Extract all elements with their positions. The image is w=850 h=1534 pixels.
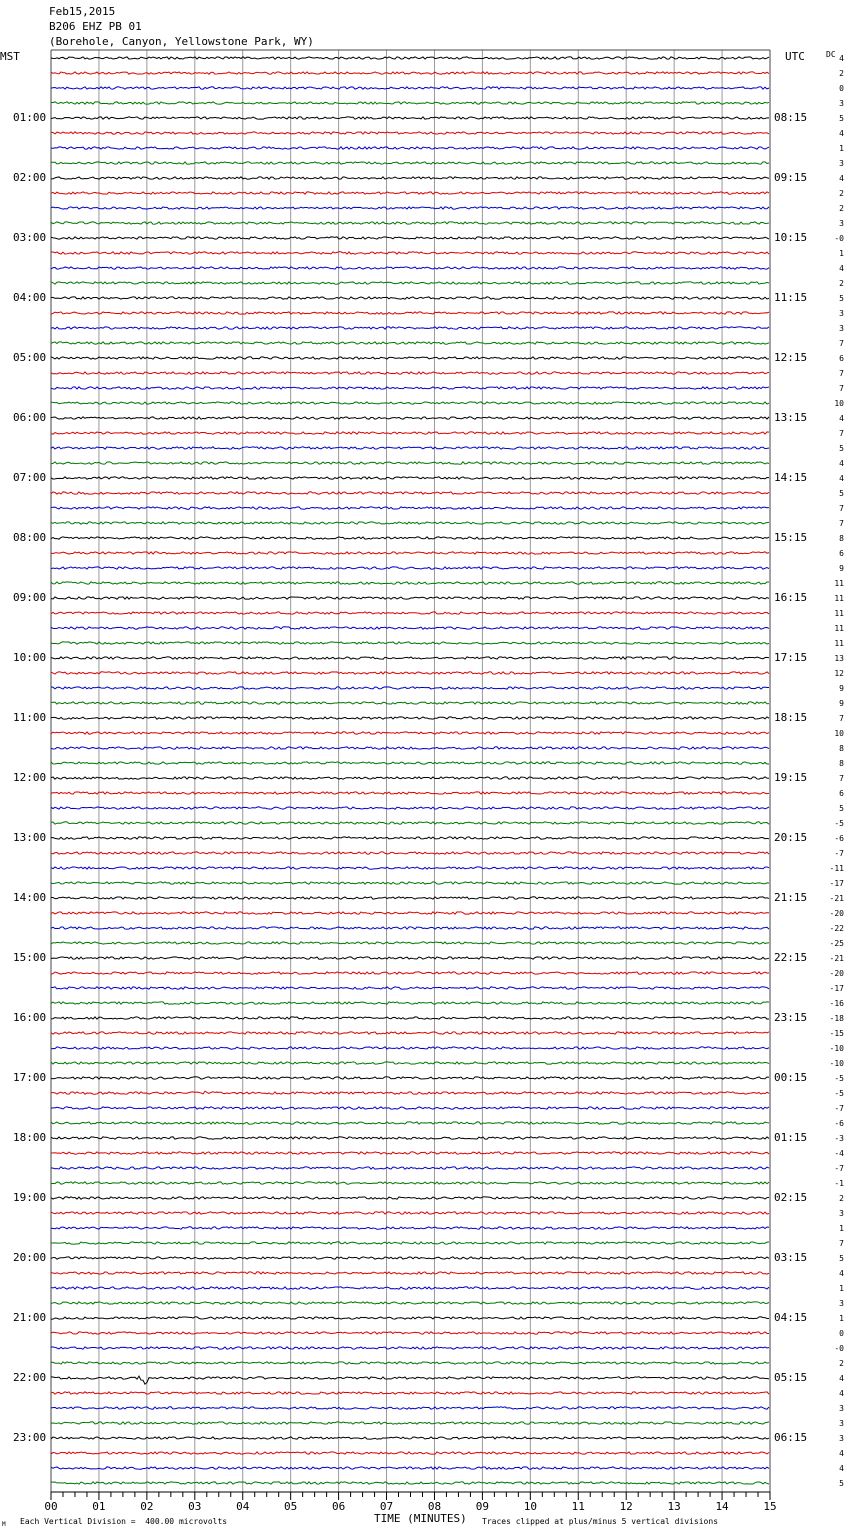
left-hour-label: 15:00 [13, 951, 47, 964]
seismic-trace [51, 882, 769, 884]
right-timezone-label: UTC [785, 50, 805, 63]
x-tick-label: 08 [427, 1500, 442, 1513]
dc-offset-value: -10 [829, 1059, 844, 1068]
seismic-trace [51, 1091, 769, 1094]
seismic-trace [51, 147, 769, 149]
left-hour-label: 02:00 [13, 171, 47, 184]
right-hour-label: 06:15 [774, 1431, 808, 1444]
x-tick-label: 09 [475, 1500, 490, 1513]
dc-offset-value: 1 [839, 1284, 844, 1293]
dc-offset-value: 7 [839, 774, 844, 783]
dc-offset-value: 11 [834, 594, 844, 603]
seismic-trace [51, 582, 769, 584]
dc-offset-value: 11 [834, 609, 844, 618]
dc-offset-value: 2 [839, 1194, 844, 1203]
dc-offset-value: -0 [834, 1344, 844, 1353]
dc-offset-value: 7 [839, 714, 844, 723]
dc-offset-value: 4 [839, 1449, 844, 1458]
dc-offset-value: -4 [834, 1149, 844, 1158]
seismic-trace [51, 777, 769, 779]
seismic-trace [51, 1212, 769, 1214]
seismic-trace [51, 1287, 769, 1289]
seismic-trace [51, 1137, 769, 1139]
seismic-trace [51, 1407, 769, 1409]
dc-offset-value: 3 [839, 1434, 844, 1443]
x-tick-label: 13 [667, 1500, 681, 1513]
seismic-trace [51, 702, 769, 704]
seismic-trace [51, 1317, 769, 1319]
dc-offset-value: 5 [839, 114, 844, 123]
left-hour-label: 14:00 [13, 891, 47, 904]
dc-offset-value: -0 [834, 234, 844, 243]
left-hour-label: 06:00 [13, 411, 47, 424]
seismic-trace [51, 1362, 769, 1364]
right-hour-label: 11:15 [774, 291, 808, 304]
x-axis-title: TIME (MINUTES) [374, 1512, 467, 1525]
right-hour-label: 17:15 [774, 651, 808, 664]
seismic-trace [51, 1152, 769, 1154]
seismic-trace [51, 1467, 769, 1469]
seismic-trace [51, 612, 769, 614]
left-hour-label: 18:00 [13, 1131, 47, 1144]
dc-offset-value: 8 [839, 759, 844, 768]
left-hour-label: 05:00 [13, 351, 47, 364]
left-hour-label: 01:00 [13, 111, 47, 124]
seismic-trace [51, 732, 769, 734]
seismic-trace [51, 1062, 769, 1064]
left-hour-label: 20:00 [13, 1251, 47, 1264]
seismic-trace [51, 1376, 769, 1384]
seismic-trace [51, 177, 769, 179]
seismic-trace [51, 537, 769, 539]
right-hour-label: 18:15 [774, 711, 808, 724]
seismic-trace [51, 747, 769, 749]
x-tick-label: 10 [523, 1500, 537, 1513]
seismic-trace [51, 672, 769, 674]
seismic-trace [51, 207, 769, 209]
seismic-trace [51, 522, 769, 524]
dc-offset-value: 7 [839, 429, 844, 438]
seismic-trace [51, 447, 769, 449]
seismic-trace [51, 762, 769, 764]
seismic-trace [51, 132, 769, 134]
right-hour-label: 22:15 [774, 951, 808, 964]
seismic-trace [51, 507, 769, 509]
x-tick-label: 14 [715, 1500, 729, 1513]
seismic-trace [51, 1047, 769, 1049]
dc-offset-value: -17 [829, 879, 844, 888]
dc-offset-value: 7 [839, 384, 844, 393]
seismic-trace [51, 1272, 769, 1274]
seismic-trace [51, 792, 769, 794]
seismic-trace [51, 162, 769, 164]
dc-offset-value: 5 [839, 1479, 844, 1488]
dc-offset-value: -11 [829, 864, 844, 873]
dc-offset-value: 11 [834, 579, 844, 588]
seismic-trace [51, 867, 769, 869]
seismic-trace [51, 1437, 769, 1439]
dc-offset-value: 4 [839, 459, 844, 468]
dc-offset-value: 3 [839, 219, 844, 228]
left-hour-label: 04:00 [13, 291, 47, 304]
seismic-trace [51, 987, 769, 989]
dc-offset-value: 6 [839, 354, 844, 363]
x-tick-label: 05 [284, 1500, 298, 1513]
dc-offset-value: 9 [839, 699, 844, 708]
dc-offset-value: 2 [839, 204, 844, 213]
dc-offset-value: 4 [839, 264, 844, 273]
seismic-trace [51, 1107, 769, 1109]
seismic-trace [51, 552, 769, 554]
dc-offset-value: 9 [839, 684, 844, 693]
seismic-trace [51, 1002, 769, 1004]
left-hour-label: 08:00 [13, 531, 47, 544]
right-hour-label: 04:15 [774, 1311, 808, 1324]
seismic-trace [51, 372, 769, 374]
dc-offset-value: -18 [829, 1014, 844, 1023]
right-hour-label: 00:15 [774, 1071, 808, 1084]
seismic-trace [51, 942, 769, 944]
x-tick-label: 11 [571, 1500, 585, 1513]
seismic-trace [51, 852, 769, 854]
seismic-trace [51, 1257, 769, 1259]
dc-offset-value: 3 [839, 99, 844, 108]
dc-offset-value: 1 [839, 144, 844, 153]
seismic-trace [51, 462, 769, 464]
dc-offset-value: 3 [839, 1299, 844, 1308]
right-hour-label: 05:15 [774, 1371, 808, 1384]
x-tick-label: 01 [92, 1500, 106, 1513]
right-hour-label: 01:15 [774, 1131, 808, 1144]
seismic-trace [51, 192, 769, 194]
x-tick-label: 12 [619, 1500, 633, 1513]
left-hour-label: 03:00 [13, 231, 47, 244]
dc-offset-value: 5 [839, 489, 844, 498]
footer-mark: M [2, 1521, 6, 1528]
dc-offset-value: 11 [834, 639, 844, 648]
seismic-trace [51, 432, 769, 434]
seismic-trace [51, 1452, 769, 1454]
station-location: (Borehole, Canyon, Yellowstone Park, WY) [49, 35, 314, 48]
right-hour-label: 10:15 [774, 231, 808, 244]
left-hour-label: 12:00 [13, 771, 47, 784]
dc-offset-value: 1 [839, 1224, 844, 1233]
dc-offset-value: 1 [839, 249, 844, 258]
dc-offset-value: 4 [839, 174, 844, 183]
seismic-trace [51, 687, 769, 689]
clip-note: Traces clipped at plus/minus 5 vertical divisions [482, 1517, 719, 1526]
left-hour-label: 17:00 [13, 1071, 47, 1084]
scale-note: Each Vertical Division = 400.00 microvolts [20, 1517, 228, 1526]
dc-offset-value: 3 [839, 1419, 844, 1428]
seismic-trace [51, 477, 769, 479]
seismic-trace [51, 387, 769, 389]
dc-offset-value: 5 [839, 804, 844, 813]
dc-offset-value: 2 [839, 189, 844, 198]
dc-offset-value: -5 [834, 1089, 844, 1098]
x-tick-label: 03 [188, 1500, 202, 1513]
seismic-trace [51, 627, 769, 629]
right-hour-label: 21:15 [774, 891, 808, 904]
dc-offset-value: 4 [839, 129, 844, 138]
right-hour-label: 23:15 [774, 1011, 808, 1024]
dc-offset-value: 4 [839, 1389, 844, 1398]
dc-offset-value: 6 [839, 789, 844, 798]
dc-offset-value: -15 [829, 1029, 844, 1038]
left-hour-label: 16:00 [13, 1011, 47, 1024]
seismic-trace [51, 237, 769, 239]
seismic-trace [51, 327, 769, 329]
seismic-trace [51, 927, 769, 929]
left-timezone-label: MST [0, 50, 20, 63]
seismic-trace [51, 72, 769, 74]
seismic-trace [51, 342, 769, 344]
x-tick-label: 04 [236, 1500, 250, 1513]
dc-offset-value: 0 [839, 1329, 844, 1338]
dc-offset-value: -20 [829, 909, 844, 918]
dc-offset-value: 4 [839, 474, 844, 483]
x-tick-label: 00 [44, 1500, 58, 1513]
dc-offset-value: -6 [834, 834, 844, 843]
seismic-trace [51, 1167, 769, 1169]
dc-offset-value: 2 [839, 69, 844, 78]
seismic-trace [51, 1227, 769, 1229]
left-hour-label: 10:00 [13, 651, 47, 664]
dc-offset-value: 4 [839, 1269, 844, 1278]
seismic-trace [51, 417, 769, 419]
seismic-trace [51, 1392, 769, 1394]
seismic-trace [51, 57, 769, 59]
right-hour-label: 15:15 [774, 531, 808, 544]
dc-offset-value: -3 [834, 1134, 844, 1143]
left-hour-label: 13:00 [13, 831, 47, 844]
right-hour-label: 16:15 [774, 591, 808, 604]
dc-offset-value: 4 [839, 414, 844, 423]
seismic-trace [51, 252, 769, 254]
dc-offset-value: 12 [834, 669, 844, 678]
right-hour-label: 03:15 [774, 1251, 808, 1264]
left-hour-label: 09:00 [13, 591, 47, 604]
dc-offset-value: 8 [839, 534, 844, 543]
right-hour-label: 02:15 [774, 1191, 808, 1204]
right-hour-label: 19:15 [774, 771, 808, 784]
left-hour-label: 19:00 [13, 1191, 47, 1204]
seismic-trace [51, 972, 769, 974]
dc-offset-value: -17 [829, 984, 844, 993]
dc-offset-value: 1 [839, 1314, 844, 1323]
dc-offset-value: 3 [839, 309, 844, 318]
station-name: B206 EHZ PB 01 [49, 20, 142, 33]
seismic-trace [51, 597, 769, 599]
seismic-trace [51, 912, 769, 914]
x-tick-label: 06 [331, 1500, 346, 1513]
seismic-trace [51, 1347, 769, 1349]
left-hour-label: 21:00 [13, 1311, 47, 1324]
right-hour-label: 12:15 [774, 351, 808, 364]
seismic-trace [51, 312, 769, 314]
dc-offset-value: 2 [839, 1359, 844, 1368]
dc-offset-value: -5 [834, 1074, 844, 1083]
seismic-trace [51, 297, 769, 299]
seismic-trace [51, 357, 769, 359]
dc-offset-value: 9 [839, 564, 844, 573]
dc-offset-value: -5 [834, 819, 844, 828]
dc-offset-value: -7 [834, 1104, 844, 1113]
right-hour-label: 13:15 [774, 411, 808, 424]
dc-offset-value: 5 [839, 1254, 844, 1263]
dc-offset-value: 7 [839, 369, 844, 378]
dc-offset-value: 11 [834, 624, 844, 633]
dc-offset-value: -22 [829, 924, 844, 933]
left-hour-label: 11:00 [13, 711, 47, 724]
dc-label: DC [826, 50, 836, 59]
seismic-trace [51, 1032, 769, 1034]
right-hour-label: 14:15 [774, 471, 808, 484]
seismic-trace [51, 567, 769, 569]
dc-offset-value: 7 [839, 1239, 844, 1248]
plot-date: Feb15,2015 [49, 5, 116, 18]
left-hour-label: 07:00 [13, 471, 47, 484]
seismic-trace [51, 402, 769, 404]
seismic-trace [51, 957, 769, 959]
seismic-trace [51, 87, 769, 89]
dc-offset-value: 3 [839, 159, 844, 168]
right-hour-label: 08:15 [774, 111, 808, 124]
dc-offset-value: 5 [839, 444, 844, 453]
seismic-trace [51, 642, 769, 644]
dc-offset-value: 7 [839, 504, 844, 513]
seismic-trace [51, 1302, 769, 1304]
dc-offset-value: -21 [829, 894, 844, 903]
dc-offset-value: -10 [829, 1044, 844, 1053]
seismic-trace [51, 1197, 769, 1199]
seismic-trace [51, 222, 769, 224]
seismic-trace [51, 1332, 769, 1334]
seismic-trace [51, 837, 769, 839]
dc-offset-value: 4 [839, 1464, 844, 1473]
dc-offset-value: 0 [839, 84, 844, 93]
seismic-trace [51, 657, 769, 659]
seismic-trace [51, 897, 769, 899]
seismic-trace [51, 282, 769, 284]
dc-offset-value: 3 [839, 1209, 844, 1218]
seismic-trace [51, 267, 769, 269]
dc-offset-value: 5 [839, 294, 844, 303]
dc-offset-value: 7 [839, 519, 844, 528]
seismic-trace [51, 102, 769, 104]
seismic-trace [51, 1482, 769, 1484]
right-hour-label: 09:15 [774, 171, 808, 184]
seismic-trace [51, 1422, 769, 1424]
dc-offset-value: 13 [834, 654, 844, 663]
dc-offset-value: -21 [829, 954, 844, 963]
dc-offset-value: 10 [834, 729, 844, 738]
dc-offset-value: 3 [839, 1404, 844, 1413]
dc-offset-value: 7 [839, 339, 844, 348]
x-tick-label: 02 [140, 1500, 154, 1513]
left-hour-label: 22:00 [13, 1371, 47, 1384]
seismic-trace [51, 1077, 769, 1079]
x-tick-label: 07 [379, 1500, 394, 1513]
right-hour-label: 20:15 [774, 831, 808, 844]
seismic-trace [51, 822, 769, 824]
x-tick-label: 15 [763, 1500, 777, 1513]
dc-offset-value: 4 [839, 54, 844, 63]
dc-offset-value: -25 [829, 939, 844, 948]
dc-offset-value: 4 [839, 1374, 844, 1383]
left-hour-label: 23:00 [13, 1431, 47, 1444]
seismic-trace [51, 1182, 769, 1184]
seismic-trace [51, 1017, 769, 1019]
dc-offset-value: -6 [834, 1119, 844, 1128]
dc-offset-value: -7 [834, 1164, 844, 1173]
dc-offset-value: -1 [834, 1179, 844, 1188]
dc-offset-value: -7 [834, 849, 844, 858]
seismic-trace [51, 807, 769, 809]
seismic-trace [51, 717, 769, 719]
dc-offset-value: 8 [839, 744, 844, 753]
dc-offset-value: 2 [839, 279, 844, 288]
dc-offset-value: -20 [829, 969, 844, 978]
dc-offset-value: -16 [829, 999, 844, 1008]
seismic-trace [51, 1242, 769, 1244]
dc-offset-value: 10 [834, 399, 844, 408]
seismic-trace [51, 117, 769, 119]
dc-offset-value: 3 [839, 324, 844, 333]
dc-offset-value: 6 [839, 549, 844, 558]
seismic-trace [51, 492, 769, 494]
seismic-trace [51, 1122, 769, 1124]
